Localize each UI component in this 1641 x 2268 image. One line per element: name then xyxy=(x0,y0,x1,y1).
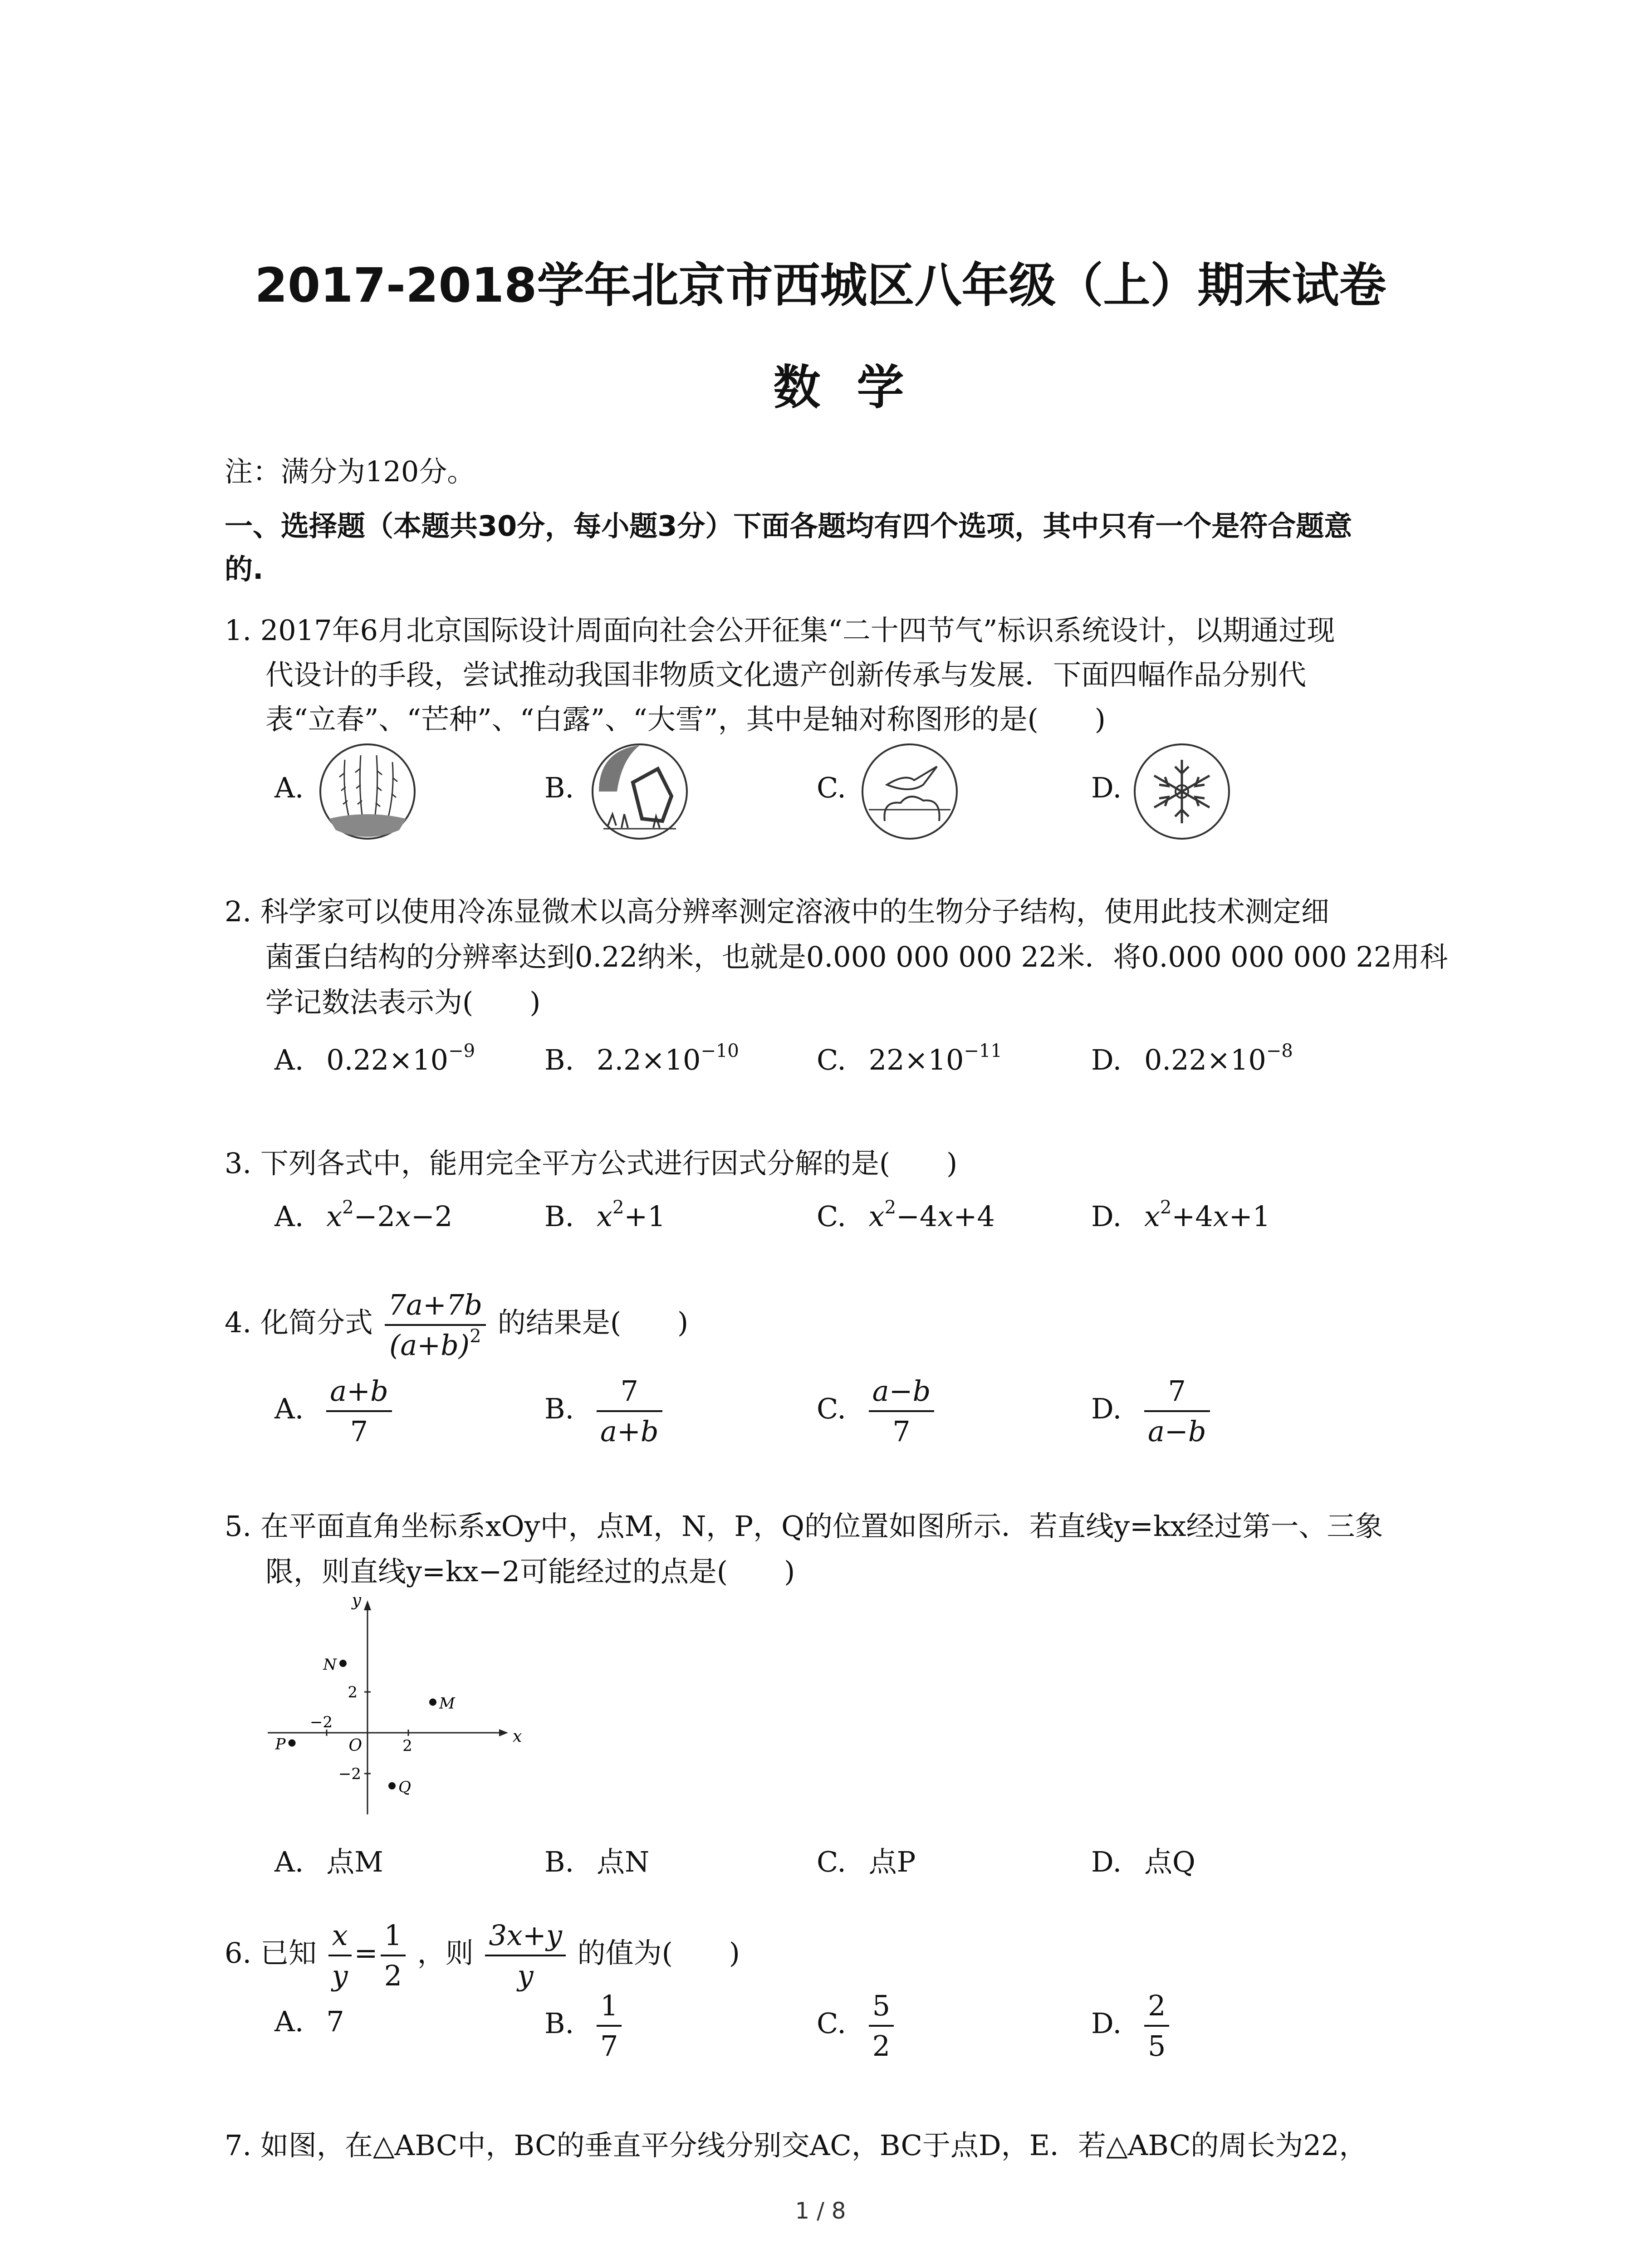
q3-a-var2: x xyxy=(395,1200,411,1233)
q4-a-num: a+b xyxy=(326,1374,392,1412)
q6-option-a-text: 7 xyxy=(326,2005,344,2038)
point-label-m: M xyxy=(439,1694,455,1713)
q3-b-const: +1 xyxy=(624,1200,666,1233)
q2-option-c xyxy=(817,1043,1002,1076)
q3-option-c xyxy=(817,1197,995,1233)
q3-option-d xyxy=(1091,1197,1271,1233)
q5-option-b xyxy=(544,1839,649,1880)
q5-option-a-text: 点M xyxy=(326,1845,383,1878)
q3-option-b xyxy=(544,1197,666,1233)
q4-a-den: 7 xyxy=(350,1415,368,1448)
q5-stem-line2: 限，则直线y=kx−2可能经过的点是( ) xyxy=(265,1555,795,1588)
point-m xyxy=(429,1699,436,1706)
q6-option-d xyxy=(1091,1989,1172,2063)
q2-option-b-exp: −10 xyxy=(700,1041,739,1061)
score-note: 注：满分为120分。 xyxy=(225,455,475,488)
q5-option-c-text: 点P xyxy=(868,1845,916,1878)
q6-f1-den: y xyxy=(332,1959,348,1992)
q3-a-exp: 2 xyxy=(342,1197,354,1218)
q5-option-b-label: B. xyxy=(544,1845,574,1878)
q3-option-a-label: A. xyxy=(274,1200,304,1233)
point-label-n: N xyxy=(323,1656,337,1674)
q4-d-den: a−b xyxy=(1147,1415,1206,1448)
q6-option-b xyxy=(544,1989,624,2063)
y-axis-label: y xyxy=(352,1592,361,1610)
q2-option-b xyxy=(544,1043,739,1076)
q2-stem-line1: 2. 科学家可以使用冷冻显微术以高分辨率测定溶液中的生物分子结构，使用此技术测定细 xyxy=(225,895,1329,928)
q4-fraction-num: 7a+7b xyxy=(385,1288,486,1326)
q3-c-const: +4 xyxy=(953,1200,995,1233)
q3-b-var1: x xyxy=(597,1200,612,1233)
q4-option-a xyxy=(274,1374,395,1448)
q3-a-var1: x xyxy=(326,1200,343,1233)
q3-d-exp: 2 xyxy=(1160,1197,1172,1218)
section-heading-line1: 一、选择题（本题共30分，每小题3分）下面各题均有四个选项，其中只有一个是符合题意 xyxy=(225,509,1352,543)
y-axis-arrow xyxy=(364,1600,371,1610)
q1-option-d-label: D. xyxy=(1091,771,1122,804)
q2-option-d-base: 0.22×10 xyxy=(1144,1043,1266,1076)
q2-option-d-exp: −8 xyxy=(1266,1041,1293,1061)
q4-option-c xyxy=(817,1374,937,1448)
point-label-p: P xyxy=(275,1735,286,1754)
q2-stem-line2: 菌蛋白结构的分辨率达到0.22纳米，也就是0.000 000 000 22米．将0.000 000 000 22用科 xyxy=(265,940,1448,973)
x-axis-arrow xyxy=(499,1729,508,1736)
q4-fraction-den-exp: 2 xyxy=(470,1326,481,1347)
q4-option-d xyxy=(1091,1374,1213,1448)
q3-option-c-label: C. xyxy=(817,1200,846,1233)
q5-option-b-text: 点N xyxy=(597,1845,650,1878)
q3-d-var1: x xyxy=(1144,1200,1160,1233)
q6-option-d-label: D. xyxy=(1091,2007,1122,2040)
q3-option-d-label: D. xyxy=(1091,1200,1122,1233)
tick-label-x-neg: −2 xyxy=(309,1713,333,1731)
q6-option-b-label: B. xyxy=(544,2007,574,2040)
bailu-emblem xyxy=(860,742,960,841)
q3-option-a xyxy=(274,1197,453,1233)
q1-stem-line1: 1. 2017年6月北京国际设计周面向社会公开征集“二十四节气”标识系统设计，以期通过现 xyxy=(225,614,1335,647)
q3-c-var1: x xyxy=(868,1200,885,1233)
q4-stem-pre: 4. 化简分式 xyxy=(225,1306,373,1339)
q2-option-c-exp: −11 xyxy=(964,1041,1002,1061)
q1-option-b-label: B. xyxy=(544,771,574,804)
q1-option-a-label: A. xyxy=(274,771,304,804)
q4-b-num: 7 xyxy=(597,1374,662,1412)
mangzhong-emblem xyxy=(590,742,690,841)
tick-label-x-pos: 2 xyxy=(402,1737,412,1755)
q7-stem-line1: 7. 如图，在△ABC中，BC的垂直平分线分别交AC，BC于点D，E．若△ABC的周长为22， xyxy=(225,2129,1367,2162)
subject-title: 数学 xyxy=(773,360,941,415)
q5-option-c xyxy=(817,1839,916,1880)
q3-d-const: +1 xyxy=(1229,1200,1271,1233)
q6-option-a-label: A. xyxy=(274,2005,304,2038)
q4-b-den: a+b xyxy=(600,1415,659,1448)
snowflake-emblem xyxy=(1132,742,1232,841)
q4-fraction-den: (a+b) xyxy=(389,1329,470,1362)
q4-fraction xyxy=(385,1288,486,1362)
q6-b-den: 7 xyxy=(600,2029,618,2063)
q4-stem xyxy=(225,1288,688,1362)
tick-label-y-pos: 2 xyxy=(348,1683,358,1701)
q2-option-b-base: 2.2×10 xyxy=(597,1043,701,1076)
q3-b-exp: 2 xyxy=(612,1197,624,1218)
page-number: 1 / 8 xyxy=(795,2198,846,2224)
q3-stem: 3. 下列各式中，能用完全平方公式进行因式分解的是( ) xyxy=(225,1147,958,1180)
q6-f2-den: 2 xyxy=(384,1959,402,1992)
q3-d-var2: x xyxy=(1213,1200,1229,1233)
q3-c-var2: x xyxy=(937,1200,954,1233)
q6-f3-num: 3x+y xyxy=(485,1919,565,1956)
q4-stem-post: 的结果是( ) xyxy=(497,1306,689,1339)
q6-option-c-label: C. xyxy=(817,2007,846,2040)
q6-d-den: 5 xyxy=(1147,2029,1166,2063)
page-title: 2017-2018学年北京市西城区八年级（上）期末试卷 xyxy=(255,258,1386,313)
q1-stem-line2: 代设计的手段，尝试推动我国非物质文化遗产创新传承与发展．下面四幅作品分别代 xyxy=(265,658,1307,691)
point-n xyxy=(339,1660,347,1667)
q5-option-d xyxy=(1091,1839,1195,1880)
q5-option-a xyxy=(274,1839,383,1880)
q5-option-a-label: A. xyxy=(274,1845,304,1878)
q2-stem-line3: 学记数法表示为( ) xyxy=(265,986,541,1019)
q3-d-coef: +4 xyxy=(1171,1200,1213,1233)
q6-option-a xyxy=(274,2005,344,2038)
q6-c-num: 5 xyxy=(869,1989,894,2027)
q3-a-coef: −2 xyxy=(353,1200,396,1233)
x-axis-label: x xyxy=(513,1727,522,1746)
q6-f3-den: y xyxy=(517,1959,534,1992)
q6-option-c xyxy=(817,1989,896,2063)
q3-option-b-label: B. xyxy=(544,1200,574,1233)
q6-stem-post: 的值为( ) xyxy=(577,1936,740,1970)
q4-c-num: a−b xyxy=(869,1374,935,1412)
q4-option-d-label: D. xyxy=(1091,1392,1122,1426)
q3-a-const: −2 xyxy=(411,1200,453,1233)
point-p xyxy=(289,1740,296,1747)
q4-option-b-label: B. xyxy=(544,1392,574,1426)
q6-equals: = xyxy=(354,1936,378,1970)
q2-option-a-exp: −9 xyxy=(448,1041,475,1061)
q4-option-a-label: A. xyxy=(274,1392,304,1426)
q2-option-c-label: C. xyxy=(817,1043,846,1076)
q5-option-d-label: D. xyxy=(1091,1845,1122,1878)
q6-c-den: 2 xyxy=(872,2029,891,2063)
q6-f2-num: 1 xyxy=(381,1919,406,1956)
origin-label: O xyxy=(348,1736,362,1755)
q6-b-num: 1 xyxy=(597,1989,622,2027)
q6-stem-pre: 6. 已知 xyxy=(225,1936,317,1970)
q5-option-c-label: C. xyxy=(817,1845,846,1878)
q4-option-c-label: C. xyxy=(817,1392,846,1426)
q5-points xyxy=(275,1656,456,1796)
point-label-q: Q xyxy=(398,1778,411,1796)
q2-option-a-label: A. xyxy=(274,1043,304,1076)
point-q xyxy=(388,1782,396,1789)
q3-c-exp: 2 xyxy=(884,1197,896,1218)
q6-stem-mid: ，则 xyxy=(417,1936,474,1970)
q2-option-a-base: 0.22×10 xyxy=(326,1043,449,1076)
q3-c-coef: −4 xyxy=(896,1200,938,1233)
q1-stem-line3: 表“立春”、“芒种”、“白露”、“大雪”，其中是轴对称图形的是( ) xyxy=(265,703,1106,736)
lichun-willow-emblem xyxy=(318,742,417,841)
q6-stem xyxy=(225,1919,740,1992)
q2-option-d-label: D. xyxy=(1091,1043,1122,1076)
tick-label-y-neg: −2 xyxy=(338,1765,361,1783)
q6-f1-num: x xyxy=(328,1919,352,1956)
q5-coordinate-graph xyxy=(254,1592,535,1819)
q5-stem-line1: 5. 在平面直角坐标系xOy中，点M，N，P，Q的位置如图所示．若直线y=kx经过第一、三象 xyxy=(225,1510,1383,1543)
q2-option-a xyxy=(274,1043,475,1076)
q2-option-b-label: B. xyxy=(544,1043,574,1076)
q4-c-den: 7 xyxy=(892,1415,911,1448)
q2-option-c-base: 22×10 xyxy=(868,1043,964,1076)
section-heading-line2: 的. xyxy=(225,552,264,586)
q4-option-b xyxy=(544,1374,665,1448)
q2-option-d xyxy=(1091,1043,1293,1076)
q1-option-c-label: C. xyxy=(817,771,846,804)
q5-option-d-text: 点Q xyxy=(1144,1845,1195,1878)
q6-d-num: 2 xyxy=(1144,1989,1169,2027)
q4-d-num: 7 xyxy=(1144,1374,1210,1412)
